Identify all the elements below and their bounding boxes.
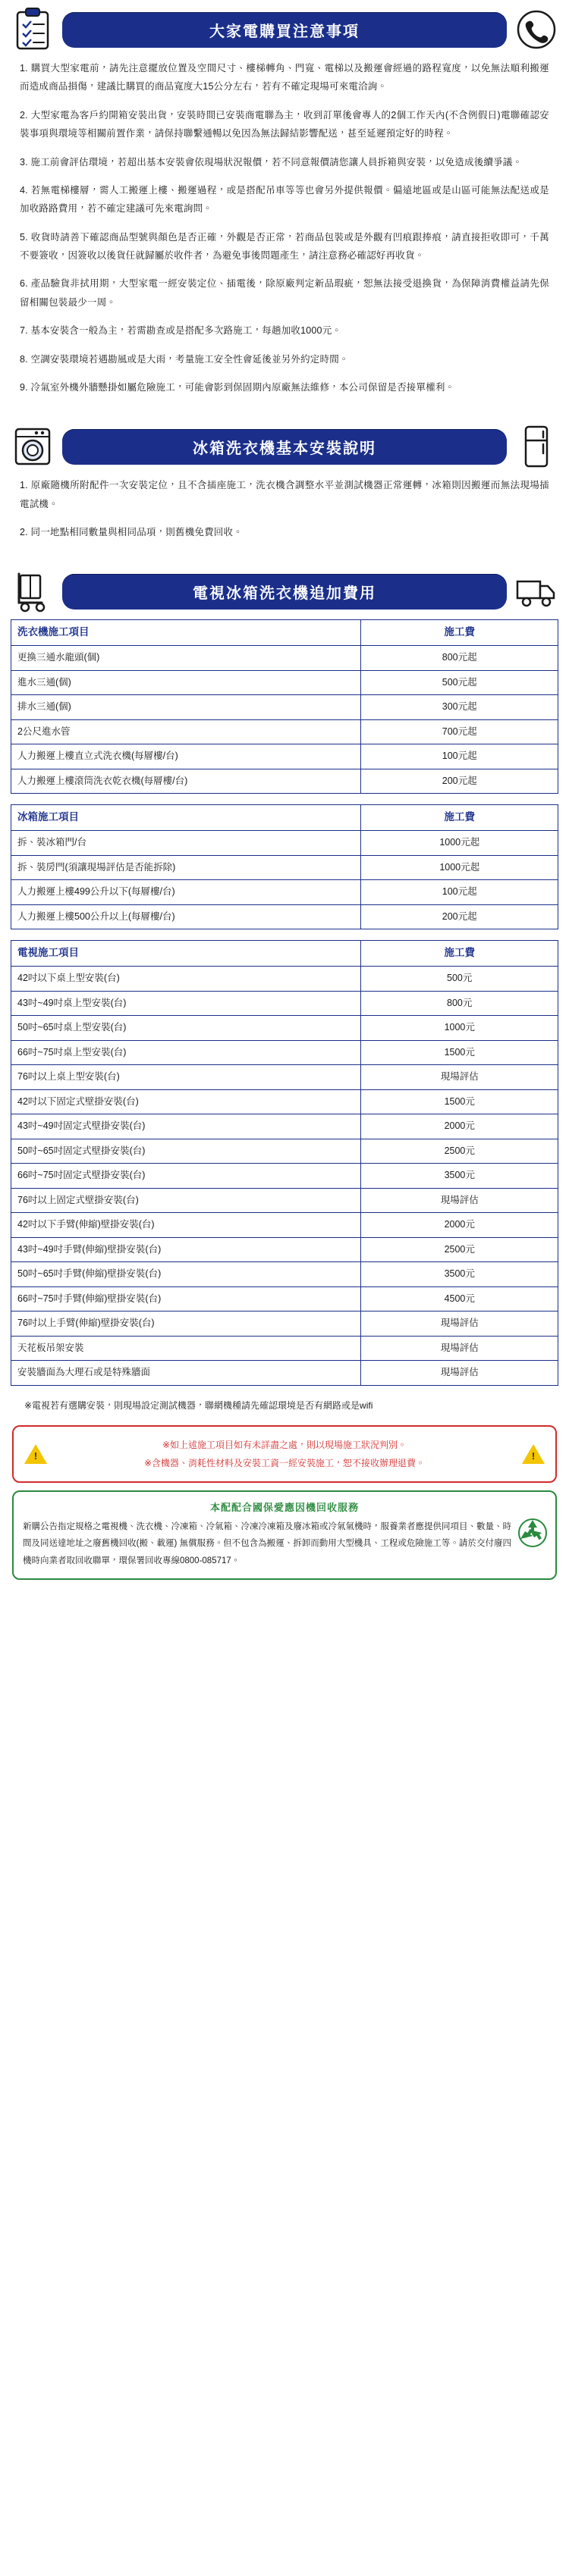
washing-machine-icon: [11, 425, 55, 469]
recycle-service-title: 本配配合國保愛應因機回收服務: [209, 1501, 359, 1513]
cell-item: 42吋以下手臂(伸縮)壁掛安裝(台): [11, 1213, 361, 1238]
column-header-item: 電視施工項目: [11, 941, 361, 967]
table-row: [11, 1286, 558, 1312]
table-row: [11, 1164, 558, 1189]
cell-item: 50吋~65吋手臂(伸縮)壁掛安裝(台): [11, 1262, 361, 1287]
cell-fee: 200元起: [361, 904, 558, 929]
table-row: [11, 1213, 558, 1238]
cell-item: 43吋~49吋桌上型安裝(台): [11, 991, 361, 1016]
delivery-truck-icon: [514, 569, 558, 613]
table-row: [11, 744, 558, 769]
column-header-fee: 施工費: [361, 620, 558, 646]
recycle-service-box: [12, 1490, 557, 1580]
cell-fee: 1000元起: [361, 855, 558, 880]
washer-fee-table: [11, 619, 558, 794]
table-row: [11, 904, 558, 929]
cell-fee: 500元: [361, 967, 558, 992]
column-header-item: 冰箱施工項目: [11, 805, 361, 831]
cell-item: 人力搬運上樓499公升以下(每層樓/台): [11, 880, 361, 905]
extra-fee-section-header: [0, 562, 569, 616]
cell-fee: 200元起: [361, 769, 558, 794]
cell-item: 76吋以上手臂(伸縮)壁掛安裝(台): [11, 1312, 361, 1337]
fee-tables: [0, 616, 569, 1415]
column-header-fee: 施工費: [361, 941, 558, 967]
recycle-icon: [517, 1518, 548, 1548]
table-row: [11, 1188, 558, 1213]
cell-fee: 2500元: [361, 1139, 558, 1164]
cell-item: 人力搬運上樓直立式洗衣機(每層樓/台): [11, 744, 361, 769]
cell-item: 66吋~75吋手臂(伸縮)壁掛安裝(台): [11, 1286, 361, 1312]
cell-item: 排水三通(個): [11, 695, 361, 720]
install-section-title: 冰箱洗衣機基本安裝說明: [62, 429, 507, 465]
table-row: [11, 1016, 558, 1041]
table-row: [11, 1336, 558, 1361]
notice-item: 9. 冷氣室外機外牆懸掛如屬危險施工，可能會影到保固期內原廠無法維修，本公司保留是否接單權利。: [20, 381, 455, 393]
cell-item: 拆、裝房門(須讓現場評估是否能拆除): [11, 855, 361, 880]
phone-headset-icon: [514, 8, 558, 52]
notice-item: 2. 大型家電為客戶約開箱安裝出貨，安裝時間已安裝商電聯為主，收到訂單後會專人的2個工作天內(不含例假日)電聯確認安裝事項與環境等相關前置作業，請保持聯繫通暢以免因為無法歸結影響配送，甚至延遲預定好的時程。: [20, 109, 549, 139]
notice-item: 6. 產品驗貨非拭用期，大型家電一經安裝定位、插電後，除原廠判定新品瑕疵，恕無法接受退換貨，為保障消費權益請先保留相關包裝最少一周。: [20, 278, 549, 308]
cell-item: 66吋~75吋固定式壁掛安裝(台): [11, 1164, 361, 1189]
cell-fee: 700元起: [361, 719, 558, 744]
cell-fee: 500元起: [361, 670, 558, 695]
cell-item: 76吋以上固定式壁掛安裝(台): [11, 1188, 361, 1213]
install-notice-list: [0, 472, 569, 562]
table-row: [11, 880, 558, 905]
cell-fee: 1000元起: [361, 831, 558, 856]
notice-item: 7. 基本安裝含一般為主，若需勘查或是搭配多次路施工，每趟加收1000元。: [20, 325, 342, 337]
table-row: [11, 769, 558, 794]
clipboard-checklist-icon: [11, 8, 55, 52]
table-row: [11, 831, 558, 856]
purchase-notice-list: [0, 55, 569, 417]
table-row: [11, 1114, 558, 1139]
table-row: [11, 1312, 558, 1337]
cell-item: 進水三通(個): [11, 670, 361, 695]
cell-fee: 2000元: [361, 1213, 558, 1238]
cell-item: 天花板吊架安裝: [11, 1336, 361, 1361]
table-row: [11, 1237, 558, 1262]
cell-item: 50吋~65吋桌上型安裝(台): [11, 1016, 361, 1041]
cell-item: 66吋~75吋桌上型安裝(台): [11, 1040, 361, 1065]
cell-fee: 現場評估: [361, 1361, 558, 1386]
table-header-row: [11, 805, 558, 831]
table-row: [11, 1040, 558, 1065]
notice-item: 5. 收貨時請善下確認商品型號與顏色是否正確，外觀是否正常，若商品包裝或是外觀有凹痕跟捧痕，請直接拒收即可，千萬不要簽收，因簽收以後貨任就歸屬於收件者，為避免事後問題產生，請注意務必確認好再收貨。: [20, 231, 549, 261]
cell-item: 人力搬運上樓500公升以上(每層樓/台): [11, 904, 361, 929]
cell-fee: 100元起: [361, 880, 558, 905]
table-row: [11, 670, 558, 695]
cell-item: 50吋~65吋固定式壁掛安裝(台): [11, 1139, 361, 1164]
cell-fee: 300元起: [361, 695, 558, 720]
table-row: [11, 695, 558, 720]
cell-fee: 800元起: [361, 646, 558, 671]
cell-fee: 2000元: [361, 1114, 558, 1139]
cell-fee: 1500元: [361, 1040, 558, 1065]
notice-item: 3. 施工前會評估環境，若超出基本安裝會依現場狀況報價，若不同意報價請您讓人員拆箱與安裝，以免造成後續爭議。: [20, 156, 523, 168]
table-row: [11, 1065, 558, 1090]
notice-item: 4. 若無電梯樓層，需人工搬運上樓、搬運過程，或是搭配吊車等等也會另外提供報價。偏遠地區或是山區可能無法配送或是加收路路費用，若不確定建議可先來電詢問。: [20, 184, 549, 215]
cell-item: 43吋~49吋手臂(伸縮)壁掛安裝(台): [11, 1237, 361, 1262]
table-row: [11, 1262, 558, 1287]
cell-fee: 現場評估: [361, 1312, 558, 1337]
refrigerator-icon: [514, 425, 558, 469]
column-header-item: 洗衣機施工項目: [11, 620, 361, 646]
notice-item: 1. 購買大型家電前，請先注意擺放位置及空間尺寸、樓梯轉角、門寬、電梯以及搬運會經過的路程寬度，以免無法順利搬運而造成商品損傷，建議比購買的商品寬度大15公分左右，若有不確定現場可來電洽詢。: [20, 63, 549, 92]
table-row: [11, 1139, 558, 1164]
cell-fee: 現場評估: [361, 1336, 558, 1361]
table-row: [11, 719, 558, 744]
table-header-row: [11, 941, 558, 967]
cell-fee: 1000元: [361, 1016, 558, 1041]
table-header-row: [11, 620, 558, 646]
extra-fee-section-title: 電視冰箱洗衣機追加費用: [62, 574, 507, 610]
cell-fee: 現場評估: [361, 1065, 558, 1090]
purchase-section-title: 大家電購買注意事項: [62, 12, 507, 48]
warning-box: [12, 1425, 557, 1483]
cell-item: 拆、裝冰箱門/台: [11, 831, 361, 856]
table-row: [11, 1361, 558, 1386]
column-header-fee: 施工費: [361, 805, 558, 831]
cell-fee: 2500元: [361, 1237, 558, 1262]
purchase-section-header: [0, 0, 569, 55]
notice-item: 8. 空調安裝環境若遇勘風或是大雨，考量施工安全性會延後並另外約定時間。: [20, 353, 349, 365]
cell-fee: 100元起: [361, 744, 558, 769]
tv-fee-table: [11, 940, 558, 1385]
cell-item: 43吋~49吋固定式壁掛安裝(台): [11, 1114, 361, 1139]
cell-fee: 現場評估: [361, 1188, 558, 1213]
warning-triangle-icon: [24, 1444, 47, 1464]
warning-line: ※含機器、消耗性材料及安裝工資一經安裝施工，恕不接收辦理退費。: [143, 1457, 426, 1468]
cell-fee: 4500元: [361, 1286, 558, 1312]
warning-line: ※如上述施工項目如有未詳盡之處，則以現場施工狀況判別。: [162, 1439, 407, 1450]
warning-text: [55, 1436, 514, 1472]
cell-item: 76吋以上桌上型安裝(台): [11, 1065, 361, 1090]
cell-fee: 1500元: [361, 1089, 558, 1114]
recycle-service-body: 新購公告指定規格之電視機、洗衣機、冷凍箱、冷氣箱、冷凍冷凍箱及廢冰箱或冷氣氣機時，服養業者應提供同項目、數量、時間及同送達地址之廢舊機回收(搬、載運) 無償服務。但不包含為搬運、拆卸而動用大型機具、工程或危險施工等。請於交付廢四機時向業者取回收聯單，環保署回收專線0800-085717。: [23, 1521, 511, 1565]
cell-item: 42吋以下固定式壁掛安裝(台): [11, 1089, 361, 1114]
cell-item: 2公尺進水管: [11, 719, 361, 744]
cell-item: 更換三通水龍頭(個): [11, 646, 361, 671]
cell-item: 安裝牆面為大理石或是特殊牆面: [11, 1361, 361, 1386]
install-section-header: [0, 417, 569, 472]
table-row: [11, 646, 558, 671]
cell-item: 42吋以下桌上型安裝(台): [11, 967, 361, 992]
notice-item: 1. 原廠隨機所附配件一次安裝定位，且不含插座施工，洗衣機含調整水平並測試機器正常運轉，冰箱則因搬運而無法現場插電試機。: [20, 480, 549, 509]
warning-triangle-icon: [522, 1444, 545, 1464]
cell-fee: 3500元: [361, 1262, 558, 1287]
hand-truck-icon: [11, 569, 55, 613]
notice-item: 2. 同一地點相同數量與相同品項，則舊機免費回收。: [20, 527, 243, 537]
table-row: [11, 967, 558, 992]
cell-fee: 800元: [361, 991, 558, 1016]
cell-fee: 3500元: [361, 1164, 558, 1189]
fridge-fee-table: [11, 804, 558, 929]
table-row: [11, 855, 558, 880]
tv-network-note: ※電視若有選購安裝，則現場設定測試機器，聯網機種請先確認環境是否有網路或是wifi: [24, 1399, 373, 1411]
table-row: [11, 991, 558, 1016]
table-row: [11, 1089, 558, 1114]
cell-item: 人力搬運上樓滾筒洗衣乾衣機(每層樓/台): [11, 769, 361, 794]
